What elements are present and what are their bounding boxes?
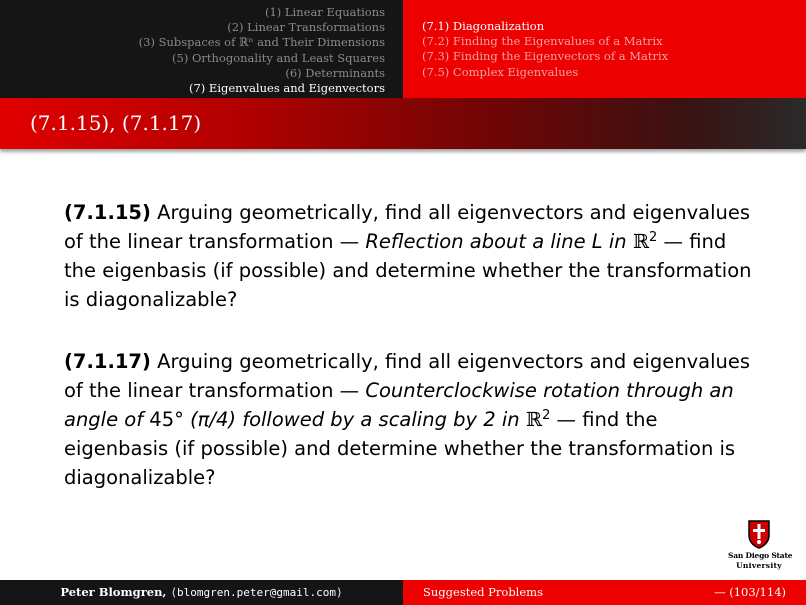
math-reals: ℝ (632, 230, 650, 253)
slide-title: (7.1.15), (7.1.17) (30, 111, 202, 135)
section-link[interactable]: (7.5) Complex Eigenvalues (422, 64, 579, 79)
problem-number: (7.1.15) (64, 201, 151, 224)
chapter-link[interactable]: (1) Linear Equations (264, 5, 385, 19)
math-exponent: 2 (649, 230, 658, 245)
problem-7-1-17 (64, 347, 754, 492)
title-bar (0, 98, 806, 149)
section-nav (403, 0, 806, 98)
chapter-link-active[interactable]: (7) Eigenvalues and Eigenvectors (188, 81, 385, 96)
footer-author-bar (0, 580, 403, 605)
section-link-active[interactable]: (7.1) Diagonalization (422, 19, 545, 33)
shield-icon (747, 519, 771, 549)
problem-text: Arguing geometrically, find all eigenvectors and eigenvalues of the linear transformation — (64, 350, 751, 402)
chapter-link[interactable]: (5) Orthogonality and Least Squares (172, 50, 385, 65)
logo-text-line2: University (736, 561, 782, 570)
footer-section-bar (403, 580, 806, 605)
chapter-link[interactable]: (6) Determinants (285, 65, 385, 80)
footer-author: Peter Blomgren, (60, 585, 171, 599)
chapter-link[interactable]: (3) Subspaces of ℝⁿ and Their Dimensions (138, 35, 385, 50)
sdsu-logo (728, 515, 793, 577)
problem-text: — find the eigenbasis (if possible) and determine whether the transformation is diagonalizable? (64, 230, 752, 311)
problem-emphasis: (π/4) followed by a scaling by 2 in (183, 408, 526, 431)
problem-text: — find the eigenbasis (if possible) and determine whether the transformation is diagonalizable? (64, 408, 736, 489)
problem-emphasis: Reflection about a line L in (365, 230, 633, 253)
footer-email[interactable]: ⟨blomgren.peter@gmail.com⟩ (170, 586, 343, 599)
problem-emphasis: Counterclockwise rotation through an angle of (64, 379, 734, 431)
math-exponent: 2 (542, 408, 551, 423)
section-link[interactable]: (7.3) Finding the Eigenvectors of a Matrix (422, 49, 669, 64)
problem-text: Arguing geometrically, find all eigenvectors and eigenvalues of the linear transformation — (64, 201, 751, 253)
logo-text-line1: San Diego State (728, 551, 793, 560)
section-link[interactable]: (7.2) Finding the Eigenvalues of a Matrix (422, 34, 663, 49)
math-reals: ℝ (525, 408, 543, 431)
chapter-link[interactable]: (2) Linear Transformations (227, 20, 385, 35)
chapter-nav (0, 0, 403, 98)
footer-page-number: — (103/114) (714, 585, 786, 599)
angle-value: 45° (149, 408, 184, 431)
footer-section-title[interactable]: Suggested Problems (423, 585, 543, 599)
problem-number: (7.1.17) (64, 350, 151, 373)
problem-7-1-15 (64, 198, 754, 314)
